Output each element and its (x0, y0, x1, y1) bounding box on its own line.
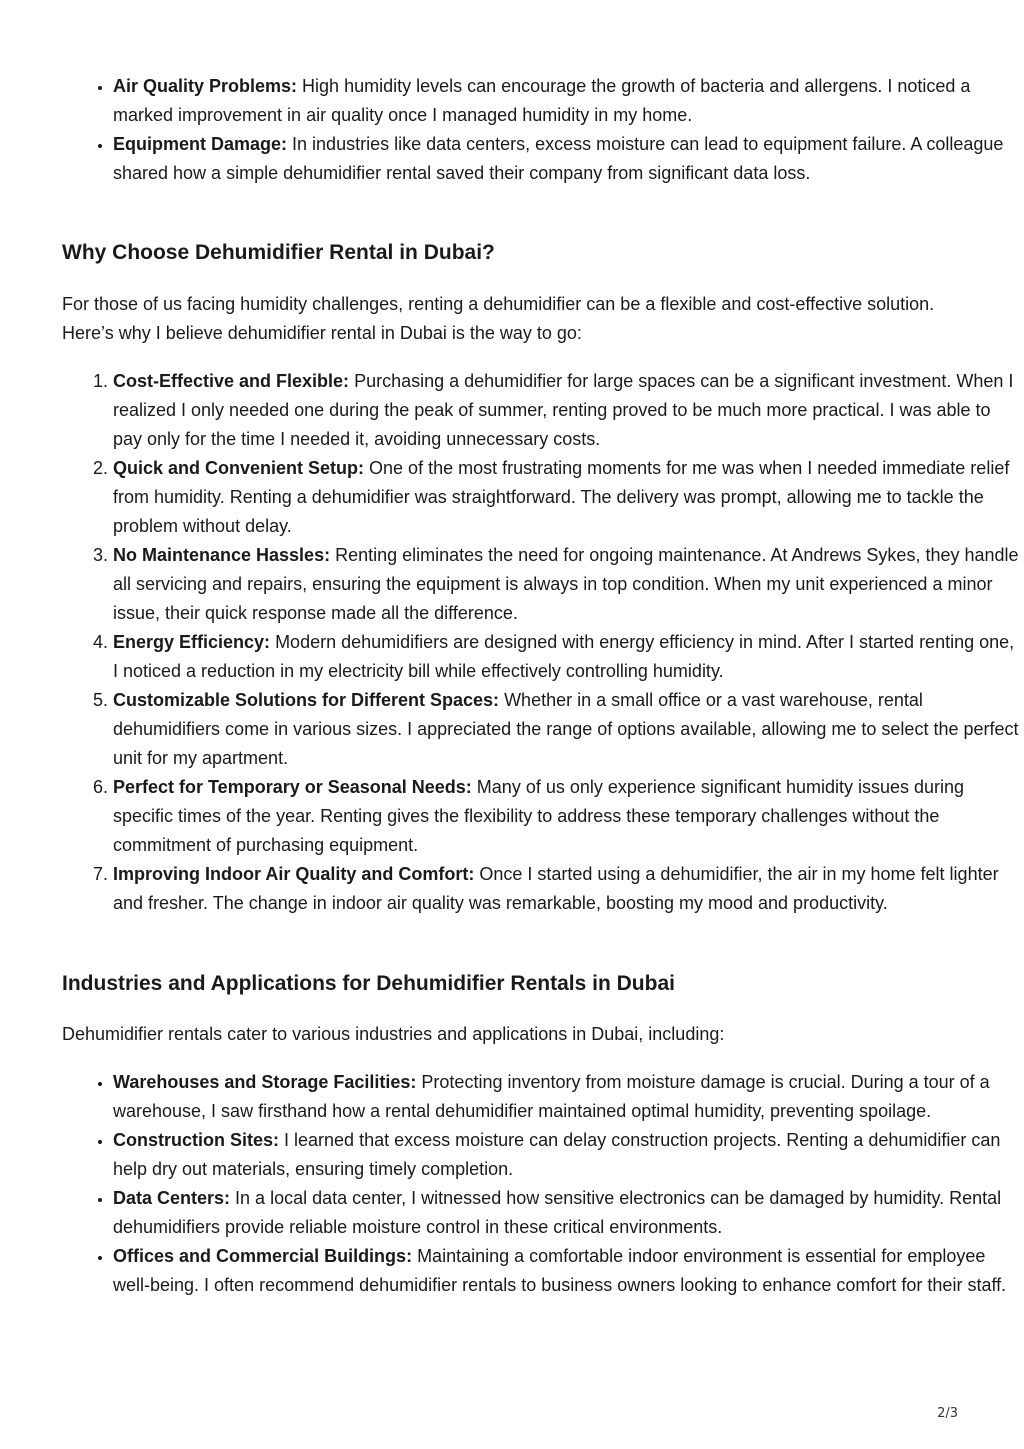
list-item-text: In industries like data centers, excess moisture can lead to equipment failure. A colleague shared how a simple dehumidifier rental saved their company from significant data loss. (113, 134, 1004, 183)
list-item-text: High humidity levels can encourage the growth of bacteria and allergens. I noticed a marked improvement in air quality once I managed humidity in my home. (113, 76, 971, 125)
section-intro-industries: Dehumidifier rentals cater to various industries and applications in Dubai, including: (62, 1024, 725, 1044)
list-item-text: Whether in a small office or a vast warehouse, rental dehumidifiers come in various sizes. I appreciated the range of options available, allowing me to select the perfect unit for my apartment. (113, 690, 1019, 768)
list-item (113, 686, 1019, 773)
list-item (113, 1068, 1019, 1126)
list-item-term: Equipment Damage: (113, 134, 288, 154)
list-item (113, 130, 1019, 188)
list-item-text: Protecting inventory from moisture damage is crucial. During a tour of a warehouse, I saw firsthand how a rental dehumidifier maintained optimal humidity, preventing spoilage. (113, 1072, 990, 1121)
list-item-text: Renting eliminates the need for ongoing maintenance. At Andrews Sykes, they handle all servicing and repairs, ensuring the equipment is always in top condition. When my unit experienced a minor issue, their quick response made all the difference. (113, 545, 1019, 623)
list-item (113, 1126, 1019, 1184)
section-heading-why-choose: Why Choose Dehumidifier Rental in Dubai? (62, 241, 495, 264)
list-item (113, 1242, 1019, 1300)
list-item-term: Cost-Effective and Flexible: (113, 371, 350, 391)
list-item-text: Modern dehumidifiers are designed with energy efficiency in mind. After I started renting one, I noticed a reduction in my electricity bill while effectively controlling humidity. (113, 632, 1015, 681)
list-item-text: Maintaining a comfortable indoor environment is essential for employee well-being. I often recommend dehumidifier rentals to business owners looking to enhance comfort for their staff. (113, 1246, 1007, 1295)
section-intro-why-choose: For those of us facing humidity challenges, renting a dehumidifier can be a flexible and cost-effective solution. Here’s why I believe dehumidifier rental in Dubai is the way to go: (62, 294, 935, 343)
list-item (113, 1184, 1019, 1242)
list-item-term: Air Quality Problems: (113, 76, 298, 96)
list-item-text: In a local data center, I witnessed how sensitive electronics can be damaged by humidity. Rental dehumidifiers provide reliable moisture control in these critical environments. (113, 1188, 1002, 1237)
list-item-text: Once I started using a dehumidifier, the air in my home felt lighter and fresher. The change in indoor air quality was remarkable, boosting my mood and productivity. (113, 864, 999, 913)
list-item (113, 860, 1019, 918)
list-item-term: Customizable Solutions for Different Spaces: (113, 690, 500, 710)
list-item (113, 773, 1019, 860)
section-heading-industries: Industries and Applications for Dehumidifier Rentals in Dubai (62, 972, 675, 995)
list-item (113, 367, 1019, 454)
list-item (113, 628, 1019, 686)
list-item-text: Purchasing a dehumidifier for large spaces can be a significant investment. When I realized I only needed one during the peak of summer, renting proved to be much more practical. I was able to pay only for the time I needed it, avoiding unnecessary costs. (113, 371, 1014, 449)
list-item (113, 72, 1019, 130)
list-item (113, 541, 1019, 628)
list-item (113, 454, 1019, 541)
list-item-term: Construction Sites: (113, 1130, 280, 1150)
list-item-term: Perfect for Temporary or Seasonal Needs: (113, 777, 472, 797)
numbered-reasons-list (62, 367, 1019, 918)
top-bullet-list (62, 72, 1019, 188)
list-item-text: One of the most frustrating moments for me was when I needed immediate relief from humidity. Renting a dehumidifier was straightforward. The delivery was prompt, allowing me to tackle the problem without delay. (113, 458, 1010, 536)
list-item-text: I learned that excess moisture can delay construction projects. Renting a dehumidifier can help dry out materials, ensuring timely completion. (113, 1130, 1001, 1179)
list-item-term: Data Centers: (113, 1188, 231, 1208)
list-item-term: No Maintenance Hassles: (113, 545, 331, 565)
list-item-term: Quick and Convenient Setup: (113, 458, 365, 478)
page-number: 2/3 (937, 1406, 958, 1421)
list-item-term: Warehouses and Storage Facilities: (113, 1072, 417, 1092)
list-item-term: Improving Indoor Air Quality and Comfort: (113, 864, 475, 884)
list-item-term: Offices and Commercial Buildings: (113, 1246, 413, 1266)
industries-bullet-list (62, 1068, 1019, 1300)
list-item-term: Energy Efficiency: (113, 632, 271, 652)
list-item-text: Many of us only experience significant humidity issues during specific times of the year. Renting gives the flexibility to address these temporary challenges without the commitment of purchasing equipment. (113, 777, 965, 855)
